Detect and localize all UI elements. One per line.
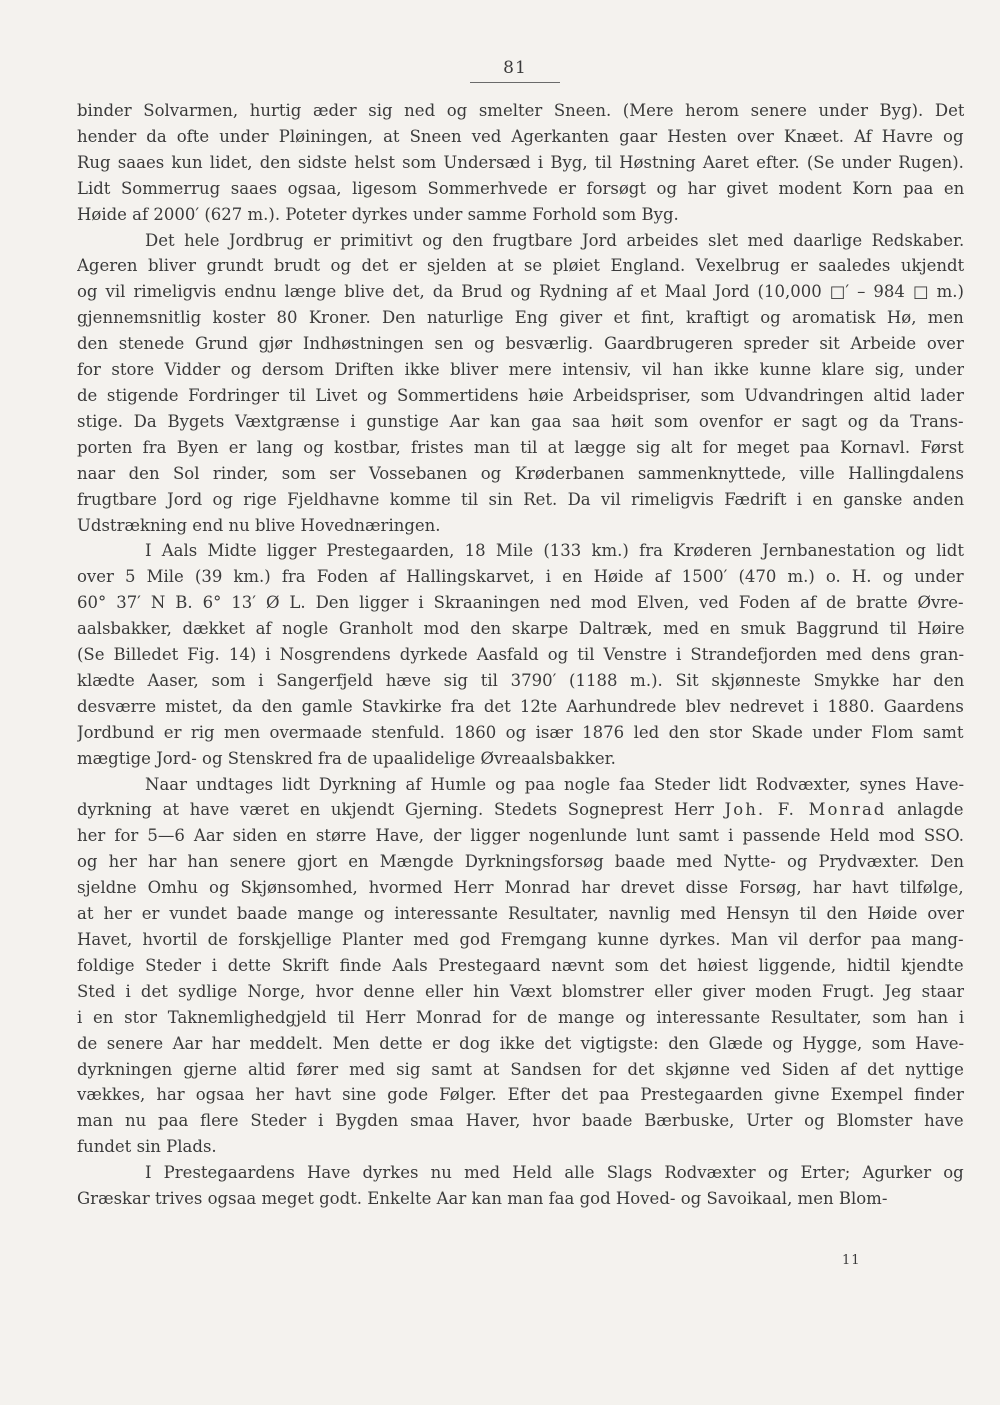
text-line: porten fra Byen er lang og kostbar, fristes man til at lægge sig alt for meget paa Kornavl. Først <box>77 437 964 457</box>
text-line: Naar undtages lidt Dyrkning af Humle og paa nogle faa Steder lidt Rodvæxter, synes Have- <box>145 774 964 794</box>
text-line: Det hele Jordbrug er primitivt og den frugtbare Jord arbeides slet med daarlige Redskaber. <box>145 230 964 250</box>
signature-mark: 11 <box>842 1253 861 1268</box>
text-line: hender da ofte under Pløiningen, at Sneen ved Agerkanten gaar Hesten over Knæet. Af Havre og <box>77 126 964 146</box>
text-line: at her er vundet baade mange og interessante Resultater, navnlig med Hensyn til den Høide over <box>77 904 964 924</box>
text-line: Jordbund er rig men overmaade stenfuld. 1860 og især 1876 led den stor Skade under Flom samt <box>77 722 964 742</box>
text-line: Høide af 2000′ (627 m.). Poteter dyrkes under samme Forhold som Byg. <box>77 204 679 224</box>
paragraph <box>77 1160 964 1212</box>
text-line: 60° 37′ N B. 6° 13′ Ø L. Den ligger i Skraaningen ned mod Elven, ved Foden af de bratte Øvre- <box>77 593 964 613</box>
text-line: de stigende Fordringer til Livet og Sommertidens høie Arbeidspriser, som Udvandringen altid lader <box>77 385 964 405</box>
text-line: Lidt Sommerrug saaes ogsaa, ligesom Sommerhvede er forsøgt og har givet modent Korn paa en <box>77 178 964 198</box>
text-line: naar den Sol rinder, som ser Vossebanen og Krøderbanen sammenknyttede, ville Hallingdalens <box>77 463 964 483</box>
text-line: Sted i det sydlige Norge, hvor denne eller hin Væxt blomstrer eller giver moden Frugt. Jeg staar <box>77 981 964 1001</box>
text-line: Græskar trives ogsaa meget godt. Enkelte Aar kan man faa god Hoved- og Savoikaal, men Blom- <box>77 1189 888 1209</box>
text-line: desværre mistet, da den gamle Stavkirke fra det 12te Aarhundrede blev nedrevet i 1880. Gaardens <box>77 696 964 716</box>
text-line: I Prestegaardens Have dyrkes nu med Held alle Slags Rodvæxter og Erter; Agurker og <box>145 1163 964 1183</box>
body-text <box>77 98 964 1212</box>
text-line: Ageren bliver grundt brudt og det er sjelden at se pløiet England. Vexelbrug er saaledes ukjendt <box>77 256 964 276</box>
text-fragment: dyrkning at have været en ukjendt Gjerning. Stedets Sogneprest Herr <box>77 800 714 820</box>
text-line: gjennemsnitlig koster 80 Kroner. Den naturlige Eng giver et fint, kraftigt og aromatisk Hø, men <box>77 308 964 328</box>
paragraph <box>77 98 964 228</box>
spaced-name: Joh. F. Monrad <box>724 800 887 820</box>
text-line: her for 5—6 Aar siden en større Have, der ligger nogenlunde lunt samt i passende Held mod SSO. <box>77 826 964 846</box>
text-line: Havet, hvortil de forskjellige Planter med god Fremgang kunne dyrkes. Man vil derfor paa mang- <box>77 930 964 949</box>
text-line: de senere Aar har meddelt. Men dette er dog ikke det vigtigste: den Glæde og Hygge, som Have- <box>77 1033 964 1053</box>
text-line: den stenede Grund gjør Indhøstningen sen og besværlig. Gaardbrugeren spreder sit Arbeide over <box>77 334 964 354</box>
text-line: dyrkningen gjerne altid fører med sig samt at Sandsen for det skjønne ved Siden af det nyttige <box>77 1059 964 1079</box>
text-line: over 5 Mile (39 km.) fra Foden af Hallingskarvet, i en Høide af 1500′ (470 m.) o. H. og under <box>77 567 964 587</box>
text-line: og her har han senere gjort en Mængde Dyrkningsforsøg baade med Nytte- og Prydvæxter. Den <box>77 852 964 872</box>
text-line: sjeldne Omhu og Skjønsomhed, hvormed Herr Monrad har drevet disse Forsøg, har havt tilfølge, <box>77 878 964 898</box>
paragraph <box>77 228 964 539</box>
text-line: for store Vidder og dersom Driften ikke bliver mere intensiv, vil han ikke kunne klare sig, under <box>77 360 964 380</box>
text-fragment: anlagde <box>897 800 964 820</box>
paragraph <box>77 538 964 771</box>
text-line: frugtbare Jord og rige Fjeldhavne komme til sin Ret. Da vil rimeligvis Fædrift i en ganske anden <box>77 489 964 509</box>
text-line: mægtige Jord- og Stenskred fra de upaalidelige Øvreaalsbakker. <box>77 748 616 768</box>
text-line: fundet sin Plads. <box>77 1137 217 1157</box>
page-number-rule <box>470 82 560 83</box>
text-line: klædte Aaser, som i Sangerfjeld hæve sig til 3790′ (1188 m.). Sit skjønneste Smykke har den <box>77 670 964 690</box>
text-line: aalsbakker, dækket af nogle Granholt mod den skarpe Daltræk, med en smuk Baggrund til Høire <box>77 619 964 639</box>
text-line: foldige Steder i dette Skrift finde Aals Prestegaard nævnt som det høiest liggende, hidtil kjendte <box>77 955 964 975</box>
text-line: (Se Billedet Fig. 14) i Nosgrendens dyrkede Aasfald og til Venstre i Strandefjorden med dens gran- <box>77 645 964 665</box>
text-line: vækkes, har ogsaa her havt sine gode Følger. Efter det paa Prestegaarden givne Exempel finder <box>77 1085 964 1105</box>
text-line: Udstrækning end nu blive Hovednæringen. <box>77 515 441 535</box>
text-line: Rug saaes kun lidet, den sidste helst som Undersæd i Byg, til Høstning Aaret efter. (Se under Rugen). <box>77 152 964 172</box>
text-line: binder Solvarmen, hurtig æder sig ned og smelter Sneen. (Mere herom senere under Byg). Det <box>77 101 964 120</box>
text-line: man nu paa flere Steder i Bygden smaa Haver, hvor baade Bærbuske, Urter og Blomster have <box>77 1111 964 1131</box>
paragraph <box>77 772 964 1161</box>
text-line <box>77 797 964 823</box>
text-line: og vil rimeligvis endnu længe blive det, da Brud og Rydning af et Maal Jord (10,000 □′ – 984 □ m.) <box>77 282 964 302</box>
page-number: 81 <box>503 58 527 78</box>
text-line: I Aals Midte ligger Prestegaarden, 18 Mile (133 km.) fra Krøderen Jernbanestation og lidt <box>145 541 964 561</box>
text-line: i en stor Taknemlighedgjeld til Herr Monrad for de mange og interessante Resultater, som han i <box>77 1007 964 1027</box>
text-line: stige. Da Bygets Væxtgrænse i gunstige Aar kan gaa saa høit som ovenfor er sagt og da Trans- <box>77 411 964 431</box>
